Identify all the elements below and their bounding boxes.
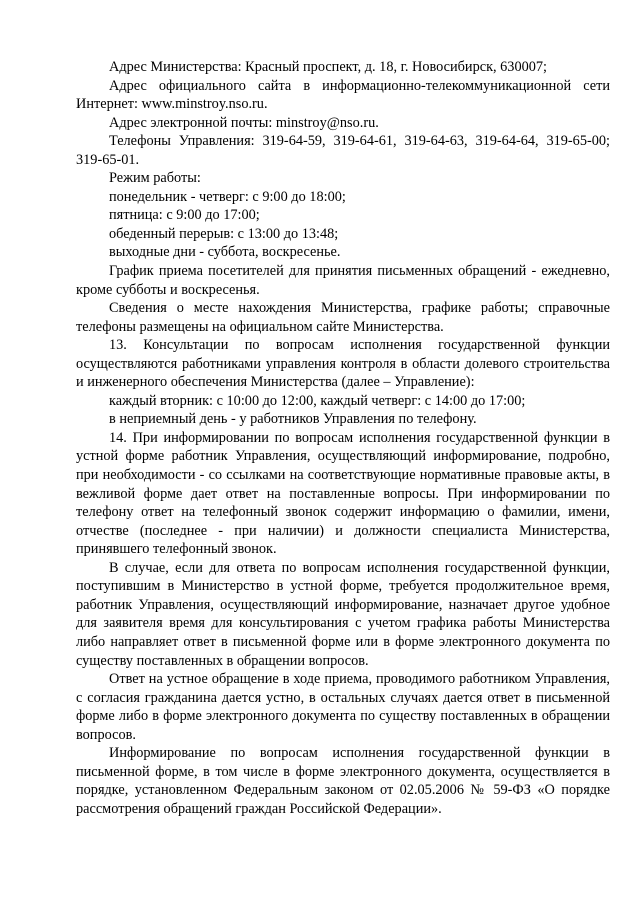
- department-phones: Телефоны Управления: 319-64-59, 319-64-61, 319-64-63, 319-64-64, 319-65-00; 319-65-01.: [76, 133, 610, 168]
- written-informing-paragraph: Информирование по вопросам исполнения государственной функции в письменной форме, в том числе в форме электронного документа, осуществляется в порядке, установленном Федеральным законом от 02.05.2006 № 59-ФЗ «О порядке рассмотрения обращений граждан Российской Федерации».: [76, 745, 610, 817]
- schedule-friday: пятница: с 9:00 до 17:00;: [109, 207, 260, 224]
- schedule-weekend: выходные дни - суббота, воскресенье.: [109, 244, 341, 261]
- clause-14-oral-informing: 14. При информировании по вопросам исполнения государственной функции в устной форме работник Управления, осуществляющий информирование, подробно, при необходимости - со ссылками на соответствующие нормативные правовые акты, в вежливой форме дает ответ на поставленные вопросы. При информировании по телефону ответ на телефонный звонок содержит информацию о фамилии, имени, отчестве (последнее - при наличии) и должности специалиста Министерства, принявшего телефонный звонок.: [76, 429, 610, 558]
- oral-appeal-answer-paragraph: Ответ на устное обращение в ходе приема, проводимого работником Управления, с согласия гражданина дается устно, в остальных случаях дается ответ в письменной форме либо в форме электронного документа по существу поставленных в обращении вопросов.: [76, 671, 610, 743]
- work-schedule-heading: Режим работы:: [109, 170, 201, 187]
- schedule-lunch: обеденный перерыв: с 13:00 до 13:48;: [109, 225, 339, 242]
- info-location-note: Сведения о месте нахождения Министерства, графике работы; справочные телефоны размещены на официальном сайте Министерства.: [76, 300, 610, 335]
- website-address: Адрес официального сайта в информационно-телекоммуникационной сети Интернет: www.minstroy.nso.ru.: [76, 77, 610, 113]
- non-reception-day: в неприемный день - у работников Управления по телефону.: [109, 411, 477, 428]
- email-address: Адрес электронной почты: minstroy@nso.ru.: [109, 114, 379, 131]
- ministry-address: Адрес Министерства: Красный проспект, д. 18, г. Новосибирск, 630007;: [109, 59, 548, 75]
- document-page: [76, 58, 610, 818]
- long-answer-paragraph: В случае, если для ответа по вопросам исполнения государственной функции, поступившим в Министерство в устной форме, требуется продолжительное время, работник Управления, осуществляющий информирование, назначает другое удобное для заявителя время для консультирования с учетом графика работы Министерства либо направляет ответ в письменной форме или в форме электронного документа по существу поставленных в обращении вопросов.: [76, 559, 610, 669]
- schedule-mon-thu: понедельник - четверг: с 9:00 до 18:00;: [109, 188, 346, 205]
- visitor-reception-schedule: График приема посетителей для принятия письменных обращений - ежедневно, кроме субботы и воскресенья.: [76, 263, 610, 298]
- consultation-days: каждый вторник: с 10:00 до 12:00, каждый четверг: с 14:00 до 17:00;: [109, 392, 526, 409]
- clause-13-consultations: 13. Консультации по вопросам исполнения государственной функции осуществляются работниками управления контроля в области долевого строительства и инженерного обеспечения Министерства (далее – Управление):: [76, 337, 610, 391]
